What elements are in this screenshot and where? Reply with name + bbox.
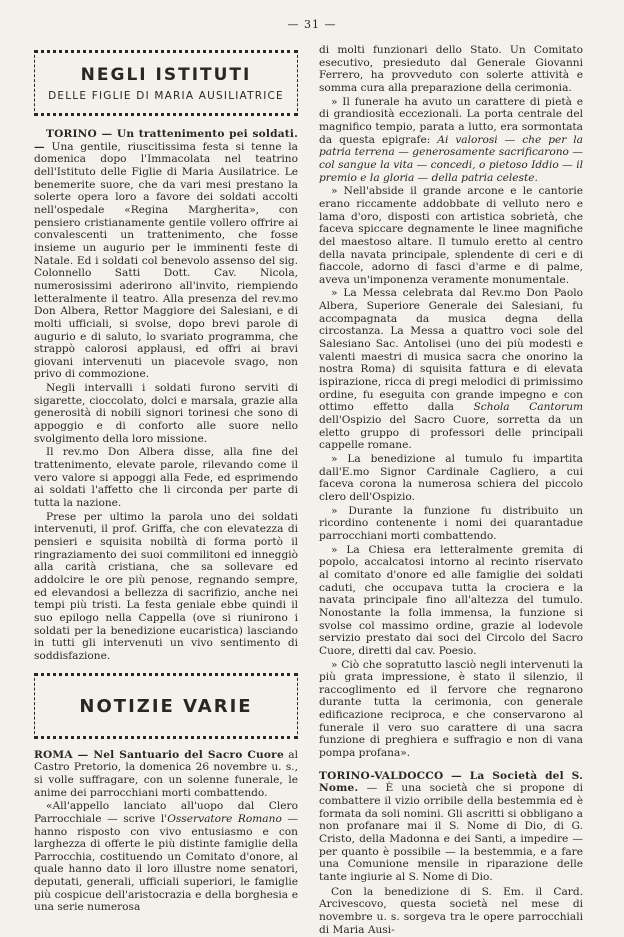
right-column bbox=[319, 44, 583, 937]
article-headline: TORINO-VALDOCCO — La Società del S. Nome. bbox=[319, 769, 583, 795]
article-valdocco bbox=[319, 770, 583, 884]
epigraph: Ai valorosi — che per la patria terrena — generosamente sacrificarono — col sangue la vita — concedi, o pietoso Iddio — il premio e la gloria — della patria celeste. bbox=[319, 133, 584, 184]
paragraph: Negli intervalli i soldati furono serviti di sigarette, cioccolato, dolci e marsala, grazie alla generosità di nobili signori torinesi che sono di appoggio e di conforto alle suore nello svolgimento della loro missione. bbox=[34, 382, 298, 445]
page-number: — 31 — bbox=[287, 18, 337, 31]
paragraph-text: dell'Ospizio del Sacro Cuore, sorretta da un eletto gruppo di professori delle principali cappelle romane. bbox=[319, 414, 583, 452]
section-title: NOTIZIE VARIE bbox=[79, 695, 253, 717]
article-text: — È una società che si propone di combattere il vizio orribile della bestemmia ed è formata da soli nomini. Gli ascritti si obbligano a non profanare mai il S. Nome di Dio, di G. Cristo, della Madonna e dei Santi, a impedire — per quanto è possibile — la bestemmia, e a fare una Comunione mensile in riparazione delle tante ingiurie al S. Nome di Dio. bbox=[319, 782, 583, 883]
article-headline: TORINO — Un trattenimento pei soldati. — bbox=[34, 128, 298, 153]
paragraph: Prese per ultimo la parola uno dei soldati intervenuti, il prof. Griffa, che con elevatezza di pensieri e squisita nobiltà di forma portò il ringraziamento dei suoi commilitoni ed inneggiò alla carità cristiana, che sa sollevare ed addolcire le ore più penose, regnando sempre, ed elevandosi a bellezza di sacrifizio, anche nei tempi più tristi. La festa geniale ebbe quindi il suo epilogo nella Cappella (ove si riunirono i soldati per la benedizione eucaristica) lasciando in tutti gli intervenuti un vivo sentimento di soddisfazione. bbox=[34, 510, 298, 662]
paragraph bbox=[319, 96, 583, 185]
paragraph bbox=[319, 287, 583, 452]
paragraph: » Ciò che sopratutto lasciò negli intervenuti la più grata impressione, è stato il silenzio, il raccoglimento ed il fervore che regnarono durante tutta la cerimonia, con generale edificazione reciproca, e che conservarono al funerale il vero suo carattere di una sacra funzione di preghiera e suffragio e non di vana pompa profana». bbox=[319, 658, 583, 760]
publication-name: Osservatore Romano bbox=[167, 812, 282, 825]
paragraph: » La Chiesa era letteralmente gremita di popolo, accalcatosi intorno al recinto riservato al comitato d'onore ed alle famiglie dei soldati caduti, che occupava tutta la crociera e la navata principale fino all'altezza del tumulo. Nonostante la folla immensa, la funzione si svolse col massimo ordine, grazie al lodevole servizio prestato dai soci del Circolo del Sacro Cuore, diretti dal cav. Poesio. bbox=[319, 543, 583, 657]
section-title: NEGLI ISTITUTI bbox=[80, 65, 252, 85]
article-torino bbox=[34, 128, 298, 381]
paragraph: » Durante la funzione fu distribuito un ricordino contenente i nomi dei quarantadue parrocchiani morti combattendo. bbox=[319, 504, 583, 542]
choir-name: Schola Cantorum bbox=[473, 401, 583, 414]
paragraph: di molti funzionari dello Stato. Un Comitato esecutivo, presieduto dal Generale Giovanni Ferrero, ha provveduto con solerte attività e somma cura alla preparazione della cerimonia. bbox=[319, 44, 583, 94]
section-header-notizie-varie bbox=[34, 673, 298, 739]
paragraph: Il rev.mo Don Albera disse, alla fine del trattenimento, elevate parole, rilevando come il vero valore si appoggi alla Fede, ed esprimendo ai soldati l'affetto che li circonda per parte di tutta la nazione. bbox=[34, 446, 298, 510]
paragraph-text: » La Messa celebrata dal Rev.mo Don Paolo Albera, Superiore Generale dei Salesiani, fu accompagnata da musica degna della circostanza. La Messa a quattro voci sole del Salesiano Sac. Antolisei (uno dei più modesti e valenti maestri di musica sacra che onorino la nostra Roma) di squisita fattura e di elevata ispirazione, ricca di pregi melodici di primissimo ordine, fu eseguita con grande impegno e con ottimo effetto dalla bbox=[319, 287, 583, 414]
left-column bbox=[34, 44, 298, 915]
paragraph: » Nell'abside il grande arcone e le cantorie erano riccamente addobbate di velluto nero e lama d'oro, disposti con artistica sobrietà, che faceva spiccare degnamente le linee magnifiche del maestoso altare. Il tumulo eretto al centro della navata principale, splendente di ceri e di fiaccole, adorno di fasci d'arme e di palme, aveva un'imponenza veramente monumentale. bbox=[319, 185, 583, 286]
paragraph bbox=[34, 800, 298, 914]
article-text: Una gentile, riuscitissima festa si tenne la domenica dopo l'Immacolata nel teatrino dell'Istituto delle Figlie di Maria Ausilatrice. Le benemerite suore, che da vari mesi prestano la solerte opera loro a favore dei soldati accolti nell'ospedale «Regina Margherita», con pensiero cristianamente gentile vollero offrire ai convalescenti un trattenimento, che fosse insieme un augurio per le imminenti feste di Natale. Ed i soldati col benevolo assenso del sig. Colonnello Satti Dott. Cav. Nicola, numerosissimi aderirono all'invito, riempiendo letteralmente il teatro. Alla presenza del rev.mo Don Albera, Rettor Maggiore dei Salesiani, e di molti ufficiali, si svolse, dopo brevi parole di augurio e di saluto, lo svariato programma, che strappò calorosi applausi, ed offri ai bravi giovani intervenuti un piacevole svago, non privo di commozione. bbox=[34, 140, 298, 381]
paragraph-text: — hanno risposto con vivo entusiasmo e con larghezza di offerte le più distinte famiglie della Parrocchia, costituendo un Comitato d'onore, al quale hanno dato il loro illustre nome senatori, deputati, generali, ufficiali superiori, le famiglie più cospicue dell'aristocrazia e della borghesia e una serie numerosa bbox=[34, 812, 298, 914]
article-roma bbox=[34, 749, 298, 800]
article-headline: ROMA — Nel Santuario del Sacro Cuore bbox=[34, 748, 284, 761]
section-header-negli-istituti bbox=[34, 50, 298, 116]
paragraph-text: «All'appello lanciato all'uopo dal Clero Parrocchiale — scrive l' bbox=[34, 800, 298, 825]
paragraph: Con la benedizione di S. Em. il Card. Arcivescovo, questa società nel mese di novembre u. s. sorgeva tra le opere parrocchiali di Maria Ausi- bbox=[319, 885, 583, 936]
section-subtitle: DELLE FIGLIE DI MARIA AUSILIATRICE bbox=[48, 90, 284, 102]
paragraph: » La benedizione al tumulo fu impartita dall'E.mo Signor Cardinale Cagliero, a cui faceva corona la numerosa schiera del piccolo clero dell'Ospizio. bbox=[319, 453, 583, 503]
paragraph-text: » Il funerale ha avuto un carattere di pietà e di grandiosità eccezionali. La porta centrale del magnifico tempio, parata a lutto, era sormontata da questa epigrafe: bbox=[319, 95, 583, 146]
article-text: al Castro Pretorio, la domenica 26 novembre u. s., si volle suffragare, con un solenne funerale, le anime dei parrocchiani morti combattendo. bbox=[34, 748, 298, 799]
